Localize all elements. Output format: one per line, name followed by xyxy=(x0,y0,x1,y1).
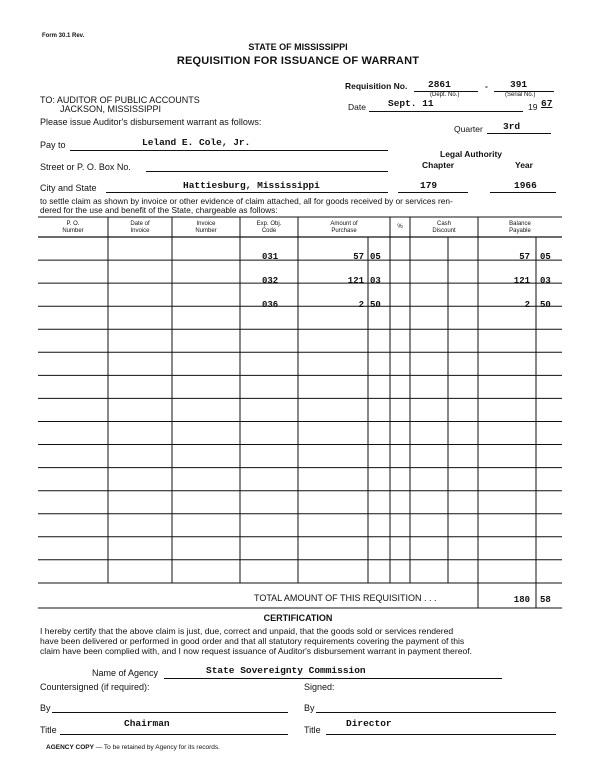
row-1-code: 031 xyxy=(262,252,279,262)
col-header-date-of-invoice: Date of Invoice xyxy=(130,221,150,234)
row-2-amount-cents: 03 xyxy=(370,276,381,286)
certification-line-1: I hereby certify that the above claim is just, due, correct and unpaid, that the goods sold or services rendered xyxy=(40,626,454,636)
row-3-amount: 2 xyxy=(358,300,364,310)
year-suffix: 67 xyxy=(541,98,553,109)
row-2-balance-cents: 03 xyxy=(540,276,551,286)
row-3-balance: 2 xyxy=(524,300,530,310)
legal-authority-label: Legal Authority xyxy=(440,149,503,159)
row-3-code: 036 xyxy=(262,300,279,310)
state-heading: STATE OF MISSISSIPPI xyxy=(248,42,348,52)
col-header-invoice-number: Invoice Number xyxy=(195,221,217,234)
row-3-balance-cents: 50 xyxy=(540,300,551,310)
quarter-value: 3rd xyxy=(503,121,521,132)
dept-number: 2861 xyxy=(428,79,451,90)
dept-no-caption: (Dept. No.) xyxy=(430,92,460,98)
addressee-line-2: JACKSON, MISSISSIPPI xyxy=(60,104,162,114)
chapter-value: 179 xyxy=(420,180,438,191)
year-label: Year xyxy=(515,160,533,170)
certification-line-3: claim have been complied with, and I now request issuance of Auditor's disbursement warrant in payment thereof. xyxy=(40,646,473,656)
agency-label: Name of Agency xyxy=(92,668,159,678)
instruction-text: Please issue Auditor's disbursement warrant as follows: xyxy=(40,117,262,127)
chapter-label: Chapter xyxy=(422,160,455,170)
col-header-po-number: P. O. Number xyxy=(62,221,84,234)
year-value: 1966 xyxy=(514,180,537,191)
row-1-balance-cents: 05 xyxy=(540,252,551,262)
col-header-exp-obj-code: Exp. Obj. Code xyxy=(256,221,282,234)
serial-number: 391 xyxy=(510,79,528,90)
row-2-code: 032 xyxy=(262,276,279,286)
year-prefix: 19 xyxy=(528,102,538,112)
col-header-cash-discount: Cash Discount xyxy=(432,221,456,234)
city-label: City and State xyxy=(40,183,97,193)
total-dollars: 180 xyxy=(513,595,530,605)
left-title-value: Chairman xyxy=(124,718,170,729)
city-value: Hattiesburg, Mississippi xyxy=(183,180,320,191)
row-2-balance: 121 xyxy=(513,276,530,286)
row-1-balance: 57 xyxy=(519,252,530,262)
row-3-amount-cents: 50 xyxy=(370,300,381,310)
total-label: TOTAL AMOUNT OF THIS REQUISITION . . . xyxy=(254,593,437,603)
certification-heading: CERTIFICATION xyxy=(263,613,333,623)
requisition-dash: - xyxy=(485,81,488,91)
col-header-percent: % xyxy=(397,224,403,230)
page-title: REQUISITION FOR ISSUANCE OF WARRANT xyxy=(176,55,420,67)
footer-note xyxy=(46,744,220,751)
by-label-left: By xyxy=(40,703,51,713)
pay-to-value: Leland E. Cole, Jr. xyxy=(142,137,251,148)
date-value: Sept. 11 xyxy=(388,98,434,109)
settle-text-2: dered for the use and benefit of the State, chargeable as follows: xyxy=(40,205,278,215)
requisition-label: Requisition No. xyxy=(345,81,408,91)
row-2-amount: 121 xyxy=(347,276,364,286)
by-label-right: By xyxy=(304,703,315,713)
date-label: Date xyxy=(348,102,366,112)
title-label-left: Title xyxy=(40,725,57,735)
form-number: Form 30.1 Rev. xyxy=(42,33,85,39)
footer-retain-text: — To be retained by Agency for its records. xyxy=(95,744,220,751)
countersigned-label: Countersigned (if required): xyxy=(40,682,150,692)
row-1-amount-cents: 05 xyxy=(370,252,381,262)
right-title-value: Director xyxy=(346,718,392,729)
agency-value: State Sovereignty Commission xyxy=(206,665,366,676)
total-cents: 58 xyxy=(540,595,551,605)
col-header-amount-of-purchase: Amount of Purchase xyxy=(330,221,358,234)
title-label-right: Title xyxy=(304,725,321,735)
row-1-amount: 57 xyxy=(353,252,364,262)
agency-copy-label: AGENCY COPY xyxy=(46,744,94,751)
quarter-label: Quarter xyxy=(454,124,483,134)
serial-no-caption: (Serial No.) xyxy=(505,92,536,98)
pay-to-label: Pay to xyxy=(40,140,66,150)
settle-text-1: to settle claim as shown by invoice or other evidence of claim attached, all for goods received by or services ren- xyxy=(40,196,453,206)
certification-line-2: have been delivered or performed in good order and that all statutory requirements covering the payment of this xyxy=(40,636,465,646)
col-header-balance-payable: Balance Payable xyxy=(509,221,531,234)
addressee-line-1: TO: AUDITOR OF PUBLIC ACCOUNTS xyxy=(40,95,200,105)
street-label: Street or P. O. Box No. xyxy=(40,162,131,172)
signed-label: Signed: xyxy=(304,682,335,692)
